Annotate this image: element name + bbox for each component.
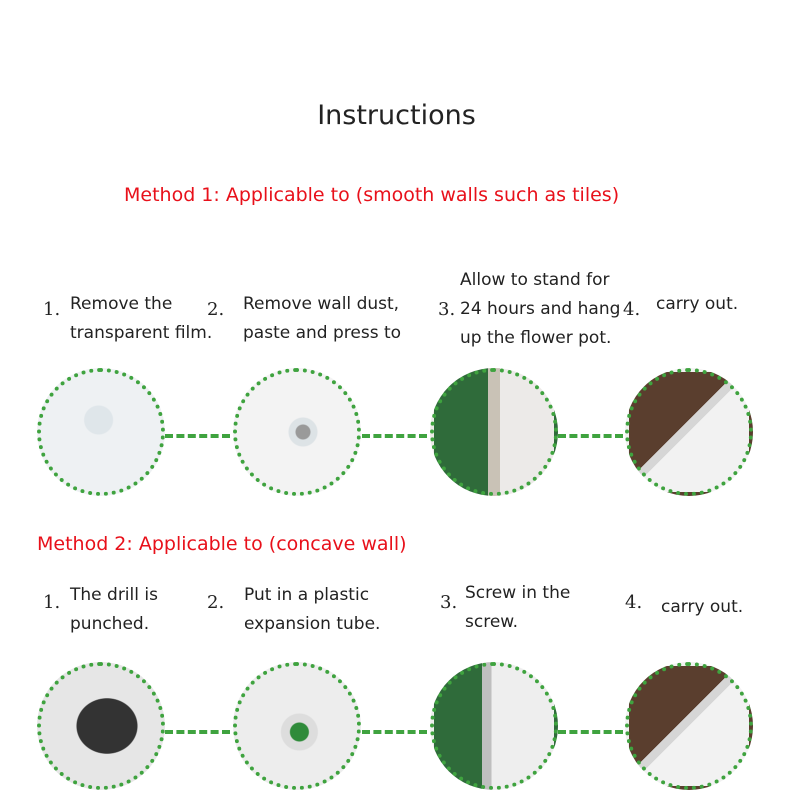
step-line: paste and press to (243, 323, 402, 343)
page-title: Instructions (317, 100, 476, 131)
step-line: punched. (70, 614, 150, 634)
step-text (465, 579, 570, 637)
step-number: 2. (207, 299, 225, 320)
step-line: Remove wall dust, (243, 294, 400, 314)
step-image-expansion-tube (233, 662, 361, 790)
step-image-hang-pot (430, 368, 558, 496)
step-line: 24 hours and hang (460, 299, 621, 319)
step-text (70, 581, 158, 639)
step-number: 4. (623, 299, 641, 320)
connector-dash (362, 730, 427, 734)
connector-dash (362, 434, 427, 438)
step-line: Screw in the (465, 583, 571, 603)
step-image-done (625, 662, 753, 790)
step-text (460, 266, 620, 353)
step-line: transparent film. (70, 323, 213, 343)
step-line: Remove the (70, 294, 173, 314)
step-text: carry out. (656, 294, 739, 314)
connector-dash (165, 730, 230, 734)
step-number: 3. (440, 592, 458, 613)
connector-dash (558, 434, 623, 438)
step-text: carry out. (661, 597, 744, 617)
connector-dash (558, 730, 623, 734)
step-line: Put in a plastic (244, 585, 370, 605)
step-image-screw (430, 662, 558, 790)
step-number: 2. (207, 592, 225, 613)
step-image-paste-hook (233, 368, 361, 496)
method2-heading: Method 2: Applicable to (concave wall) (37, 533, 407, 555)
step-image-remove-film (37, 368, 165, 496)
step-line: up the flower pot. (460, 328, 612, 348)
step-number: 1. (43, 592, 61, 613)
step-text (70, 290, 212, 348)
connector-dash (165, 434, 230, 438)
step-image-done (625, 368, 753, 496)
step-number: 1. (43, 299, 61, 320)
step-text (244, 581, 380, 639)
step-line: The drill is (70, 585, 158, 605)
step-line: Allow to stand for (460, 270, 610, 290)
step-number: 4. (625, 592, 643, 613)
step-line: screw. (465, 612, 519, 632)
step-image-drill (37, 662, 165, 790)
step-number: 3. (438, 299, 456, 320)
step-line: expansion tube. (244, 614, 381, 634)
step-text (243, 290, 401, 348)
method1-heading: Method 1: Applicable to (smooth walls such as tiles) (124, 184, 620, 206)
